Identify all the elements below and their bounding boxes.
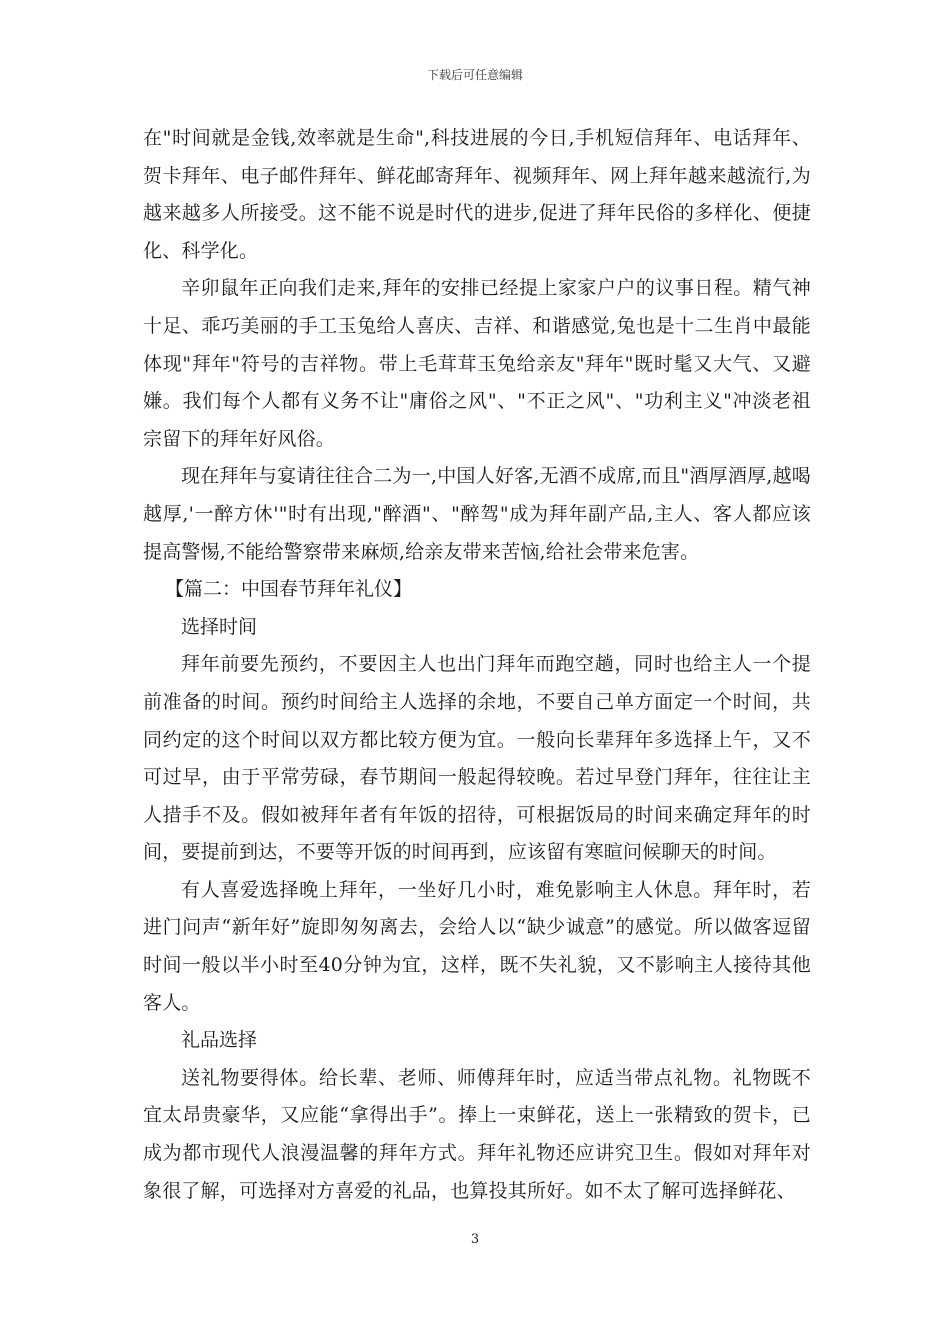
subheading-choose-time: 选择时间 — [181, 615, 258, 638]
subheading-gift-choice: 礼品选择 — [181, 1029, 258, 1052]
body-paragraph: 在"时间就是金钱,效率就是生命",科技进展的今日,手机短信拜年、电话拜年、贺卡拜年、电子邮件拜年、鲜花邮寄拜年、视频拜年、网上拜年越来越流行,为越来越多人所接受。这不能不说是时代的进步,促进了拜年民俗的多样化、便捷化、科学化。 — [143, 127, 811, 262]
page-number: 3 — [470, 1232, 480, 1247]
page-header: 下载后可任意编辑 — [426, 68, 523, 82]
document-body — [143, 120, 811, 1210]
body-paragraph: 拜年前要先预约，不要因主人也出门拜年而跑空趟，同时也给主人一个提前准备的时间。预约时间给主人选择的余地，不要自己单方面定一个时间，共同约定的这个时间以双方都比较方便为宜。一般向长辈拜年多选择上午，又不可过早，由于平常劳碌，春节期间一般起得较晚。若过早登门拜年，往往让主人措手不及。假如被拜年者有年饭的招待，可根据饭局的时间来确定拜年的时间，要提前到达，不要等开饭的时间再到，应该留有寒暄问候聊天的时间。 — [143, 653, 811, 864]
body-paragraph: 送礼物要得体。给长辈、老师、师傅拜年时，应适当带点礼物。礼物既不宜太昂贵豪华，又应能“拿得出手”。捧上一束鲜花，送上一张精致的贺卡，已成为都市现代人浪漫温馨的拜年方式。拜年礼物还应讲究卫生。假如对拜年对象很了解，可选择对方喜爱的礼品，也算投其所好。如不太了解可选择鲜花、 — [143, 1066, 811, 1202]
body-paragraph: 现在拜年与宴请往往合二为一,中国人好客,无酒不成席,而且"酒厚酒厚,越喝越厚,'一醉方休'"时有出现,"醉酒"、"醉驾"成为拜年副产品,主人、客人都应该提高警惕,不能给警察带来麻烦,给亲友带来苦恼,给社会带来危害。 — [143, 465, 811, 563]
section-heading: 【篇二：中国春节拜年礼仪】 — [165, 578, 413, 601]
body-paragraph: 辛卯鼠年正向我们走来,拜年的安排已经提上家家户户的议事日程。精气神十足、乖巧美丽的手工玉兔给人喜庆、吉祥、和谐感觉,兔也是十二生肖中最能体现"拜年"符号的吉祥物。带上毛茸茸玉兔给亲友"拜年"既时髦又大气、又避嫌。我们每个人都有义务不让"庸俗之风"、"不正之风"、"功利主义"冲淡老祖宗留下的拜年好风俗。 — [143, 277, 811, 450]
body-paragraph: 有人喜爱选择晚上拜年，一坐好几小时，难免影响主人休息。拜年时，若进门问声“新年好”旋即匆匆离去，会给人以“缺少诚意”的感觉。所以做客逗留时间一般以半小时至40分钟为宜，这样，既不失礼貌，又不影响主人接待其他客人。 — [143, 878, 811, 1014]
